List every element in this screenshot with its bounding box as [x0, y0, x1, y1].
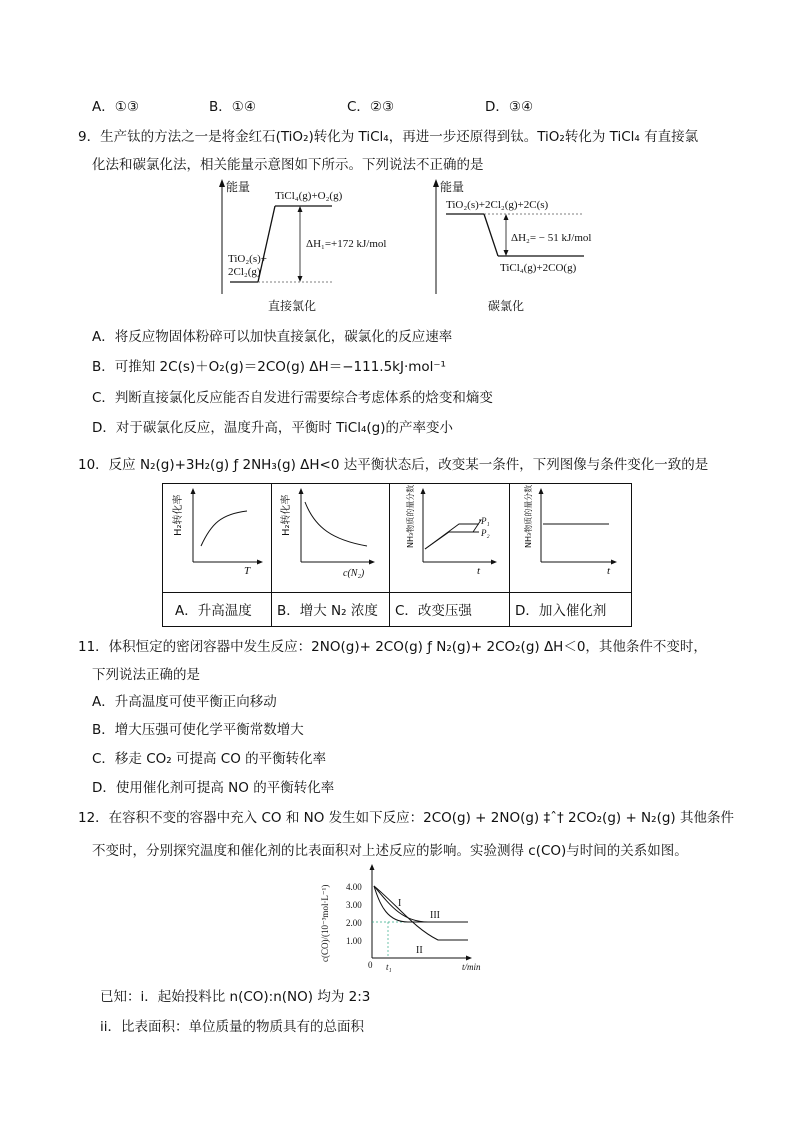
right-top-label: TiO₂(s)+2Cl₂(g)+2C(s)	[446, 199, 549, 211]
q12-ytick-3: 3.00	[346, 900, 362, 910]
q10-graphs	[163, 484, 633, 592]
right-axis-label: 能量	[440, 180, 465, 194]
q8-option-c: C．②③	[347, 99, 395, 115]
q9-option-a: A．将反应物固体粉碎可以加快直接氯化，碳氯化的反应速率	[92, 329, 453, 345]
q10-c-p1: P₁	[481, 516, 490, 526]
q12-origin: 0	[368, 960, 373, 970]
q12-known-2: ii．比表面积：单位质量的物质具有的总面积	[100, 1019, 365, 1035]
q9-energy-diagrams	[200, 176, 600, 318]
direct-chlorination-diagram	[219, 179, 386, 313]
q10-graph-d	[523, 485, 617, 577]
q12-xlabel: t/min	[462, 962, 481, 972]
q12-t1: t₁	[386, 962, 392, 972]
q12-curve-ii: II	[416, 945, 423, 956]
q9-option-b: B．可推知 2C(s)＋O₂(g)＝2CO(g) ΔH＝−111.5kJ·mol⁻¹	[92, 359, 446, 375]
carbochlorination-diagram	[433, 179, 591, 313]
q10-b-xlabel: c(N₂)	[343, 568, 365, 579]
left-axis-label: 能量	[226, 180, 251, 194]
q10-c-xlabel: t	[477, 565, 481, 577]
q12-curve-iii: III	[430, 910, 440, 921]
q10-a-ylabel: H₂转化率	[173, 494, 184, 536]
q12-curve-i: I	[398, 898, 402, 909]
q11-option-d: D．使用催化剂可提高 NO 的平衡转化率	[92, 780, 335, 796]
q10-caption-b: B．增大 N₂ 浓度	[277, 603, 378, 619]
q12-ytick-2: 2.00	[346, 918, 362, 928]
q10-graph-c	[405, 485, 497, 577]
q11-stem-line1: 11．体积恒定的密闭容器中发生反应：2NO(g)+ 2CO(g) ƒ N₂(g)+ 2CO₂(g) ΔH＜0，其他条件不变时，	[78, 639, 707, 655]
q10-stem: 10．反应 N₂(g)+3H₂(g) ƒ 2NH₃(g) ΔH<0 达平衡状态后，改变某一条件，下列图像与条件变化一致的是	[78, 457, 709, 473]
right-bottom-label: TiCl₄(g)+2CO(g)	[500, 262, 577, 274]
q8-option-b: B．①④	[209, 99, 256, 115]
q10-caption-d: D．加入催化剂	[515, 603, 607, 619]
q10-c-ylabel: NH₃物质的量分数	[406, 484, 415, 548]
q10-c-p2: P₂	[481, 528, 490, 538]
q8-option-d: D．③④	[485, 99, 534, 115]
q12-ylabel: c(CO)/(10⁻³mol·L⁻¹)	[320, 884, 330, 962]
q12-stem-line1: 12．在容积不变的容器中充入 CO 和 NO 发生如下反应：2CO(g) + 2NO(g) ‡ˆ† 2CO₂(g) + N₂(g) 其他条件	[78, 810, 734, 826]
q9-option-c: C．判断直接氯化反应能否自发进行需要综合考虑体系的焓变和熵变	[92, 390, 493, 406]
q10-graph-a	[171, 488, 263, 577]
q10-d-ylabel: NH₃物质的量分数	[524, 484, 533, 548]
q9-stem-line1: 9．生产钛的方法之一是将金红石(TiO₂)转化为 TiCl₄，再进一步还原得到钛。TiO₂转化为 TiCl₄ 有直接氯	[78, 129, 699, 145]
left-bottom-label-2: 2Cl₂(g)	[228, 266, 261, 278]
q12-known-1: 已知：i．起始投料比 n(CO):n(NO) 均为 2:3	[100, 989, 371, 1005]
q9-stem-line2: 化法和碳氯化法，相关能量示意图如下所示。下列说法不正确的是	[92, 157, 484, 173]
q11-option-b: B．增大压强可使化学平衡常数增大	[92, 722, 304, 738]
right-caption: 碳氯化	[488, 299, 525, 313]
q10-graph-table	[162, 483, 632, 627]
q11-option-a: A．升高温度可使平衡正向移动	[92, 694, 277, 710]
q11-stem-line2: 下列说法正确的是	[92, 667, 200, 683]
q10-a-xlabel: T	[244, 565, 251, 577]
q10-b-ylabel: H₂转化率	[281, 494, 292, 536]
left-top-label: TiCl₄(g)+O₂(g)	[275, 190, 343, 202]
q9-option-d: D．对于碳氯化反应，温度升高，平衡时 TiCl₄(g)的产率变小	[92, 420, 453, 436]
left-delta-h: ΔH₁=+172 kJ/mol	[306, 238, 387, 250]
q12-ytick-4: 4.00	[346, 882, 362, 892]
q10-caption-a: A．升高温度	[175, 603, 252, 619]
q12-ytick-1: 1.00	[346, 936, 362, 946]
q11-option-c: C．移走 CO₂ 可提高 CO 的平衡转化率	[92, 751, 327, 767]
q8-option-a: A．①③	[92, 99, 139, 115]
q12-stem-line2: 不变时，分别探究温度和催化剂的比表面积对上述反应的影响。实验测得 c(CO)与时间的关系如图。	[92, 843, 688, 859]
q10-graph-b	[279, 488, 375, 579]
q10-d-xlabel: t	[607, 565, 611, 577]
left-bottom-label-1: TiO₂(s)+	[228, 253, 267, 265]
q12-concentration-graph	[318, 862, 498, 974]
right-delta-h: ΔH₂= − 51 kJ/mol	[511, 232, 592, 244]
q10-caption-c: C．改变压强	[395, 603, 472, 619]
left-caption: 直接氯化	[268, 299, 317, 313]
